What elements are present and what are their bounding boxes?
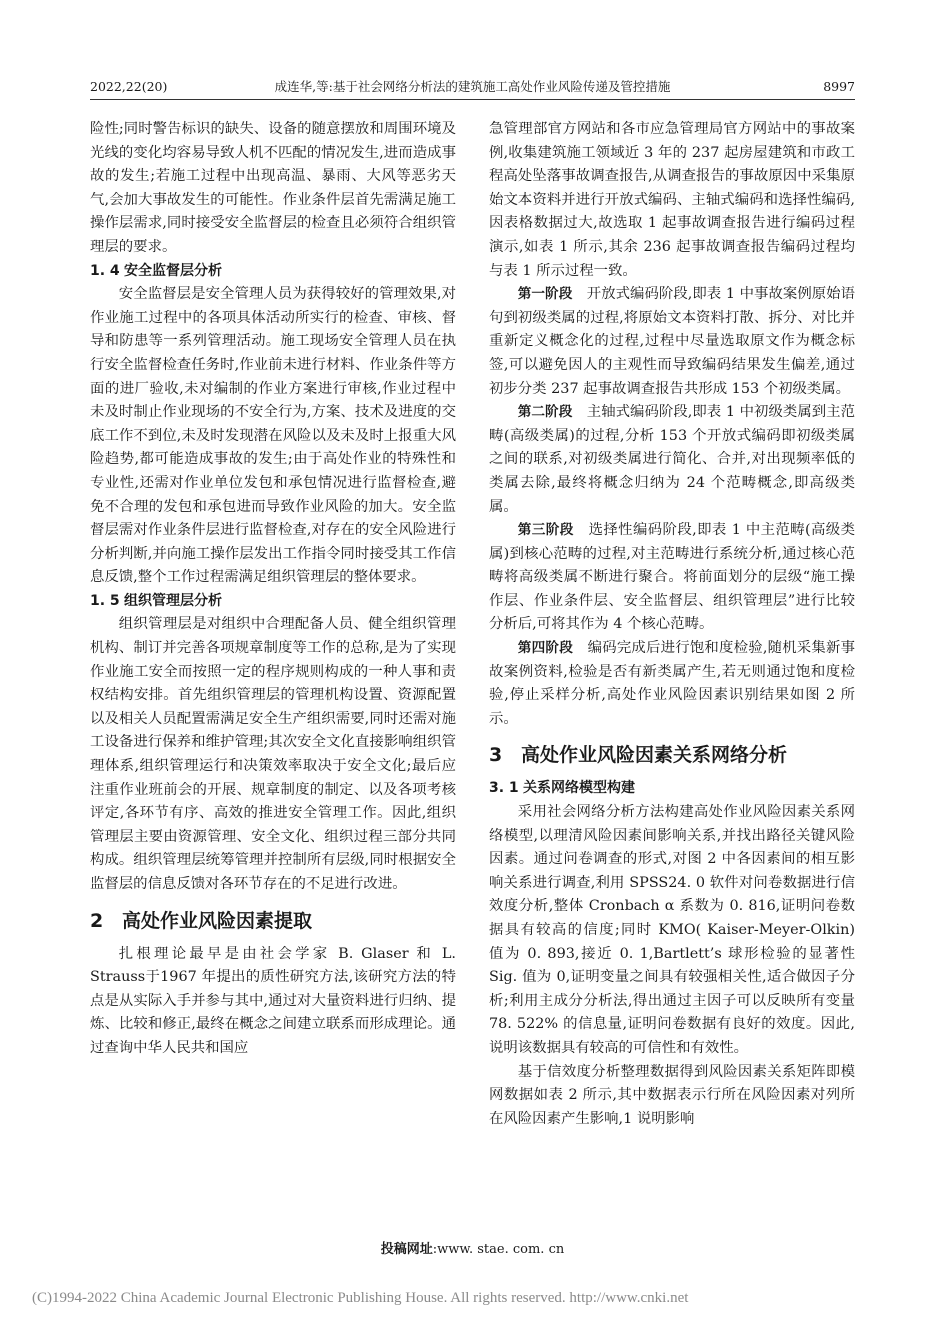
- stage-paragraph: [489, 401, 855, 519]
- section-title: 安全监督层分析: [124, 262, 222, 279]
- issue-number: 2022,22(20): [90, 79, 168, 94]
- paragraph: 安全监督层是安全管理人员为获得较好的管理效果,对作业施工过程中的各项具体活动所实行的检查、审核、督导和防患等一系列管理活动。施工现场安全管理人员在执行安全监督检查任务时,作业前未进行材料、作业条件等方面的进厂验收,未对编制的作业方案进行审核,作业过程中未及时制止作业现场的不安全行为,方案、技术及进度的交底工作不到位,未及时发现潜在风险以及未及时上报重大风险趋势,都可能造成事故的发生;由于高处作业的特殊性和专业性,还需对作业单位发包和承包情况进行监督检查,避免不合理的发包和承包进而导致作业风险的加大。安全监督层需对作业条件层进行监督检查,对存在的安全风险进行分析判断,并向施工操作层发出工作指令同时接受其工作信息反馈,整个工作过程需满足组织管理层的整体要求。: [90, 286, 456, 586]
- submission-url: :www. stae. com. cn: [432, 1242, 565, 1257]
- section-number: 3: [489, 744, 503, 767]
- right-column: [489, 118, 855, 1131]
- stage-text: 选择性编码阶段,即表 1 中主范畴(高级类属)到核心范畴的过程,对主范畴进行系统分析,通过核心范畴将高级类属不断进行聚合。将前面划分的层级“施工操作层、作业条件层、安全监督层、组织管理层”进行比较分析后,可将其作为 4 个核心范畴。: [489, 522, 855, 633]
- stage-label: 第四阶段: [517, 640, 574, 657]
- running-title: 成连华,等:基于社会网络分析法的建筑施工高处作业风险传递及管控措施: [274, 79, 671, 94]
- section-number: 2: [90, 909, 104, 932]
- page-number: 8997: [823, 79, 855, 94]
- paragraph: 采用社会网络分析方法构建高处作业风险因素关系网络模型,以理清风险因素间影响关系,并找出路径关键风险因素。通过问卷调查的形式,对图 2 中各因素间的相互影响关系进行调查,利用 SPSS24. 0 软件对问卷数据进行信效度分析,整体 Cronbach α 系数为 0. 816,证明问卷数据具有较高的信度;同时 KMO( Kaiser-Meyer-Olkin) 值为 0. 893,接近 0. 1,Bartlett’s 球形检验的显著性 Sig. 值为 0,证明变量之间具有较强相关性,适合做因子分析;利用主成分分析法,得出通过主因子可以反映所有变量 78. 522% 的信息量,证明问卷数据有良好的效度。因此,说明该数据具有较高的可信性和有效性。: [489, 804, 855, 1056]
- stage-text: 主轴式编码阶段,即表 1 中初级类属到主范畴(高级类属)的过程,分析 153 个开放式编码即初级类属之间的联系,对初级类属进行简化、合并,对出现频率低的类属去除,最终将概念归纳为 24 个范畴概念,即高级类属。: [489, 404, 855, 515]
- section-title: 关系网络模型构建: [523, 780, 635, 797]
- section-title: 高处作业风险因素提取: [122, 909, 313, 932]
- stage-text: 开放式编码阶段,即表 1 中事故案例原始语句到初级类属的过程,将原始文本资料打散、拆分、对比并重新定义概念化的过程,过程中尽量选取原文作为概念标签,可以避免因人的主观性而导致编码结果发生偏差,通过初步分类 237 起事故调查报告共形成 153 个初级类属。: [489, 286, 855, 397]
- stage-label: 第一阶段: [517, 286, 573, 303]
- section-number: 3. 1: [489, 780, 519, 797]
- paragraph: 组织管理层是对组织中合理配备人员、健全组织管理机构、制订并完善各项规章制度等工作的总称,是为了实现作业施工安全而按照一定的程序规则构成的一种人事和责权结构安排。首先组织管理层的管理机构设置、资源配置以及相关人员配置需满足安全生产组织需要,同时还需对施工设备进行保养和维护管理;其次安全文化直接影响组织管理体系,组织管理运行和决策效率取决于安全文化;最后应注重作业班前会的开展、规章制度的制定、以及各项考核评定,各环节有序、高效的推进安全管理工作。因此,组织管理层主要由资源管理、安全文化、组织过程三部分共同构成。组织管理层统筹管理并控制所有层级,同时根据安全监督层的信息反馈对各环节存在的不足进行改进。: [90, 616, 456, 892]
- paragraph: 基于信效度分析整理数据得到风险因素关系矩阵即模网数据如表 2 所示,其中数据表示行所在风险因素对列所在风险因素产生影响,1 说明影响: [489, 1063, 855, 1127]
- left-column: [90, 118, 456, 1061]
- submission-site: [0, 1238, 945, 1257]
- stage-paragraph: [489, 283, 855, 401]
- stage-paragraph: [489, 519, 855, 637]
- stage-text: 编码完成后进行饱和度检验,随机采集新事故案例资料,检验是否有新类属产生,若无则通过饱和度检验,停止采样分析,高处作业风险因素识别结果如图 2 所示。: [489, 640, 855, 727]
- stage-label: 第三阶段: [517, 522, 574, 539]
- paragraph: 急管理部官方网站和各市应急管理局官方网站中的事故案例,收集建筑施工领域近 3 年的 237 起房屋建筑和市政工程高处坠落事故调查报告,从调查报告的事故原因中采集原始文本资料并进行开放式编码、主轴式编码和选择性编码,因表格数据过大,故选取 1 起事故调查报告进行编码过程演示,如表 1 所示,其余 236 起事故调查报告编码过程均与表 1 所示过程一致。: [489, 121, 855, 279]
- paragraph: 险性;同时警告标识的缺失、设备的随意摆放和周围环境及光线的变化均容易导致人机不匹配的情况发生,进而造成事故的发生;若施工过程中出现高温、暴雨、大风等恶劣天气,会加大事故发生的可能性。作业条件层首先需满足施工操作层需求,同时接受安全监督层的检查且必须符合组织管理层的要求。: [90, 121, 456, 255]
- paragraph: 扎根理论最早是由社会学家 B. Glaser 和 L. Strauss于1967 年提出的质性研究方法,该研究方法的特点是从实际入手并参与其中,通过对大量资料进行归纳、提炼、比较和修正,最终在概念之间建立联系而形成理论。通过查询中华人民共和国应: [90, 945, 456, 1056]
- submission-label: 投稿网址: [380, 1242, 433, 1257]
- section-heading-3-1: [489, 777, 855, 801]
- running-header: [90, 75, 855, 100]
- stage-label: 第二阶段: [517, 404, 573, 421]
- section-heading-1-5: [90, 590, 456, 614]
- section-title: 高处作业风险因素关系网络分析: [521, 744, 788, 767]
- section-number: 1. 4: [90, 262, 120, 279]
- section-heading-3: [489, 739, 855, 771]
- section-heading-1-4: [90, 260, 456, 284]
- section-heading-2: [90, 905, 456, 937]
- stage-paragraph: [489, 637, 855, 731]
- section-number: 1. 5: [90, 592, 120, 609]
- section-title: 组织管理层分析: [124, 592, 222, 609]
- copyright-notice: (C)1994-2022 China Academic Journal Electronic Publishing House. All rights reserved. http://www.cnki.net: [32, 1290, 689, 1306]
